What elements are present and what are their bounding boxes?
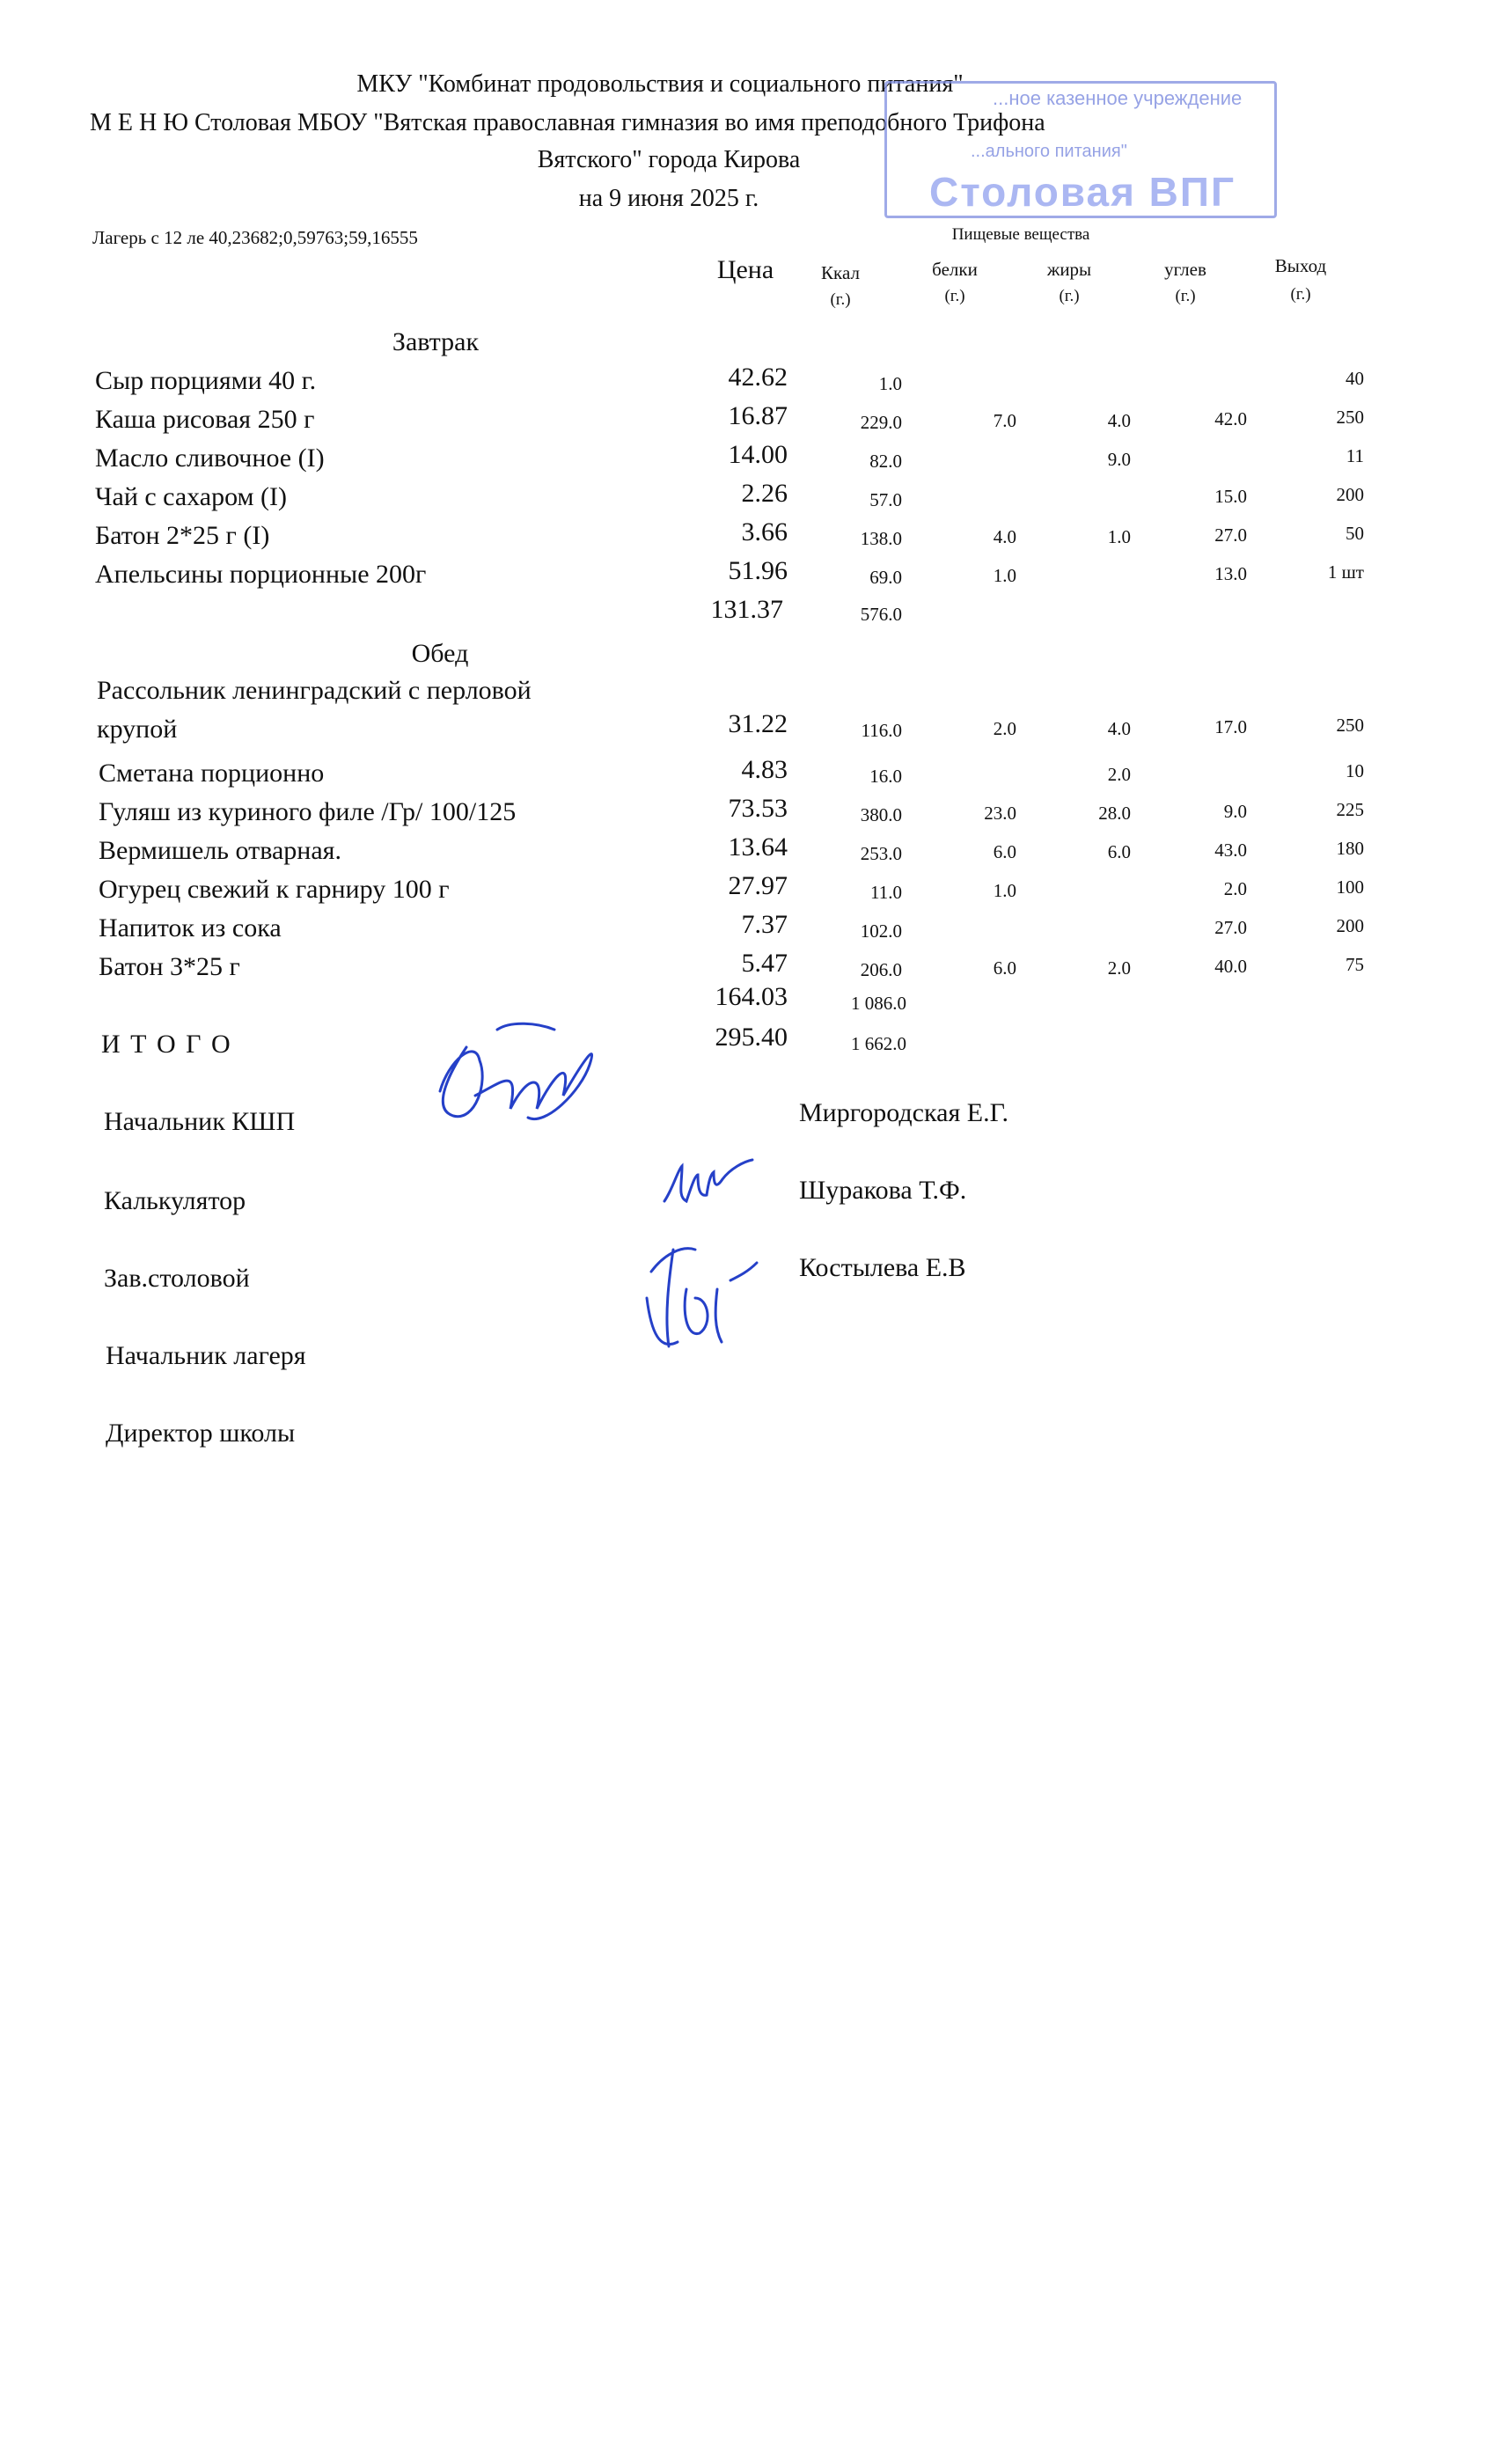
- col-protein-unit: (г.): [944, 287, 965, 305]
- item-price: 16.87: [728, 401, 788, 430]
- col-kcal-unit: (г.): [830, 290, 851, 309]
- lunch-total-kcal: 1 086.0: [851, 993, 906, 1014]
- item-price: 27.97: [728, 871, 788, 900]
- col-yield: Выход: [1274, 255, 1327, 276]
- lunch-total-price: 164.03: [715, 982, 788, 1011]
- item-protein: 1.0: [993, 880, 1016, 901]
- item-name: Сыр порциями 40 г.: [95, 366, 317, 395]
- breakfast-total-kcal: 576.0: [860, 604, 902, 625]
- item-fat: 6.0: [1107, 841, 1131, 862]
- col-kcal: Ккал: [821, 262, 860, 283]
- item-price: 13.64: [728, 832, 788, 862]
- item-fat: 1.0: [1107, 526, 1131, 547]
- item-carbs: 13.0: [1214, 563, 1247, 584]
- item-kcal: 1.0: [878, 373, 902, 394]
- signature-calculator: [656, 1153, 761, 1214]
- item-name: Батон 2*25 г (I): [95, 521, 270, 550]
- name-calculator: Шуракова Т.Ф.: [799, 1176, 967, 1205]
- item-carbs: 40.0: [1214, 956, 1247, 977]
- item-name: Напиток из сока: [99, 913, 282, 942]
- stamp-line3: Столовая ВПГ: [929, 169, 1236, 215]
- item-yield: 75: [1346, 954, 1364, 975]
- item-yield: 1 шт: [1327, 561, 1364, 583]
- item-kcal: 102.0: [860, 920, 902, 942]
- item-name: Батон 3*25 г: [99, 952, 240, 981]
- item-name: Апельсины порционные 200г: [95, 560, 427, 589]
- role-canteen-head: Зав.столовой: [104, 1264, 250, 1293]
- menu-title-cont: Вятского" города Кирова: [537, 146, 801, 173]
- item-yield: 50: [1346, 523, 1364, 544]
- item-fat: 2.0: [1107, 764, 1131, 785]
- lunch-first-carbs: 17.0: [1214, 716, 1247, 737]
- stamp-line1: ...ное казенное учреждение: [993, 87, 1243, 109]
- item-name: Каша рисовая 250 г: [95, 405, 315, 434]
- item-yield: 225: [1336, 799, 1364, 820]
- breakfast-total-price: 131.37: [710, 595, 783, 624]
- item-price: 2.26: [741, 479, 788, 508]
- item-carbs: 15.0: [1214, 486, 1247, 507]
- item-kcal: 57.0: [869, 489, 902, 510]
- col-carbs-unit: (г.): [1175, 287, 1196, 305]
- item-protein: 6.0: [993, 841, 1016, 862]
- lunch-first-price: 31.22: [728, 709, 788, 738]
- item-fat: 9.0: [1107, 449, 1131, 470]
- item-price: 14.00: [728, 440, 788, 469]
- lunch-first-name-line2: крупой: [97, 715, 178, 744]
- item-carbs: 42.0: [1214, 408, 1247, 429]
- item-yield: 180: [1336, 838, 1364, 859]
- grand-total-label: И Т О Г О: [101, 1030, 232, 1059]
- role-school-director: Директор школы: [106, 1419, 296, 1448]
- item-yield: 40: [1346, 368, 1364, 389]
- item-protein: 6.0: [993, 957, 1016, 979]
- item-kcal: 253.0: [860, 843, 902, 864]
- section-lunch: Обед: [411, 639, 469, 668]
- item-fat: 4.0: [1107, 410, 1131, 431]
- item-protein: 4.0: [993, 526, 1016, 547]
- signature-head-kshp: [414, 1012, 642, 1144]
- item-carbs: 27.0: [1214, 917, 1247, 938]
- item-kcal: 138.0: [860, 528, 902, 549]
- item-kcal: 16.0: [869, 766, 902, 787]
- item-kcal: 206.0: [860, 959, 902, 980]
- lunch-first-yield: 250: [1336, 715, 1364, 736]
- item-carbs: 27.0: [1214, 524, 1247, 546]
- item-kcal: 82.0: [869, 451, 902, 472]
- item-protein: 7.0: [993, 410, 1016, 431]
- item-carbs: 9.0: [1223, 801, 1247, 822]
- item-price: 5.47: [741, 949, 788, 978]
- item-carbs: 43.0: [1214, 840, 1247, 861]
- item-yield: 200: [1336, 484, 1364, 505]
- col-carbs: углев: [1164, 259, 1206, 280]
- role-calculator: Калькулятор: [104, 1186, 246, 1215]
- section-breakfast: Завтрак: [392, 327, 480, 356]
- item-protein: 23.0: [984, 803, 1016, 824]
- item-fat: 2.0: [1107, 957, 1131, 979]
- org-title: МКУ "Комбинат продовольствия и социального питания": [356, 70, 964, 98]
- role-camp-head: Начальник лагеря: [106, 1341, 306, 1370]
- item-name: Вермишель отварная.: [99, 836, 341, 865]
- item-price: 51.96: [728, 556, 788, 585]
- role-head-kshp: Начальник КШП: [104, 1107, 296, 1136]
- lunch-first-kcal: 116.0: [861, 720, 902, 741]
- item-name: Гуляш из куриного филе /Гр/ 100/125: [99, 797, 517, 826]
- col-yield-unit: (г.): [1290, 285, 1311, 304]
- item-name: Масло сливочное (I): [95, 444, 325, 473]
- item-yield: 100: [1336, 876, 1364, 898]
- nutrients-caption: Пищевые вещества: [951, 225, 1090, 244]
- item-price: 3.66: [741, 517, 788, 546]
- col-price: Цена: [716, 255, 774, 284]
- item-name: Чай с сахаром (I): [95, 482, 287, 511]
- menu-title: М Е Н Ю Столовая МБОУ "Вятская православная гимназия во имя преподобного Трифона: [90, 109, 1045, 136]
- name-canteen-head: Костылева Е.В: [799, 1253, 966, 1282]
- item-kcal: 229.0: [860, 412, 902, 433]
- item-yield: 250: [1336, 407, 1364, 428]
- item-protein: 1.0: [993, 565, 1016, 586]
- lunch-first-fat: 4.0: [1107, 718, 1131, 739]
- item-price: 42.62: [728, 363, 788, 392]
- item-fat: 28.0: [1098, 803, 1131, 824]
- item-name: Сметана порционно: [99, 759, 325, 788]
- item-price: 73.53: [728, 794, 788, 823]
- item-kcal: 380.0: [860, 804, 902, 825]
- item-price: 7.37: [741, 910, 788, 939]
- name-head-kshp: Миргородская Е.Г.: [799, 1098, 1009, 1127]
- signature-canteen-head: [634, 1236, 766, 1360]
- item-carbs: 2.0: [1223, 878, 1247, 899]
- camp-info: Лагерь с 12 ле 40,23682;0,59763;59,16555: [92, 227, 418, 248]
- col-fat-unit: (г.): [1059, 287, 1080, 305]
- item-yield: 11: [1346, 445, 1364, 466]
- item-yield: 10: [1346, 760, 1364, 781]
- item-yield: 200: [1336, 915, 1364, 936]
- col-protein: белки: [932, 259, 978, 280]
- item-kcal: 11.0: [870, 882, 902, 903]
- item-name: Огурец свежий к гарниру 100 г: [99, 875, 450, 904]
- lunch-first-name-line1: Рассольник ленинградский с перловой: [97, 676, 532, 705]
- col-fat: жиры: [1046, 259, 1092, 280]
- grand-total-price: 295.40: [715, 1023, 788, 1052]
- item-kcal: 69.0: [869, 567, 902, 588]
- stamp: [884, 81, 1277, 218]
- lunch-first-protein: 2.0: [993, 718, 1016, 739]
- stamp-line2: ...ального питания": [971, 142, 1127, 161]
- grand-total-kcal: 1 662.0: [851, 1033, 906, 1054]
- item-price: 4.83: [741, 755, 788, 784]
- menu-date: на 9 июня 2025 г.: [578, 185, 759, 212]
